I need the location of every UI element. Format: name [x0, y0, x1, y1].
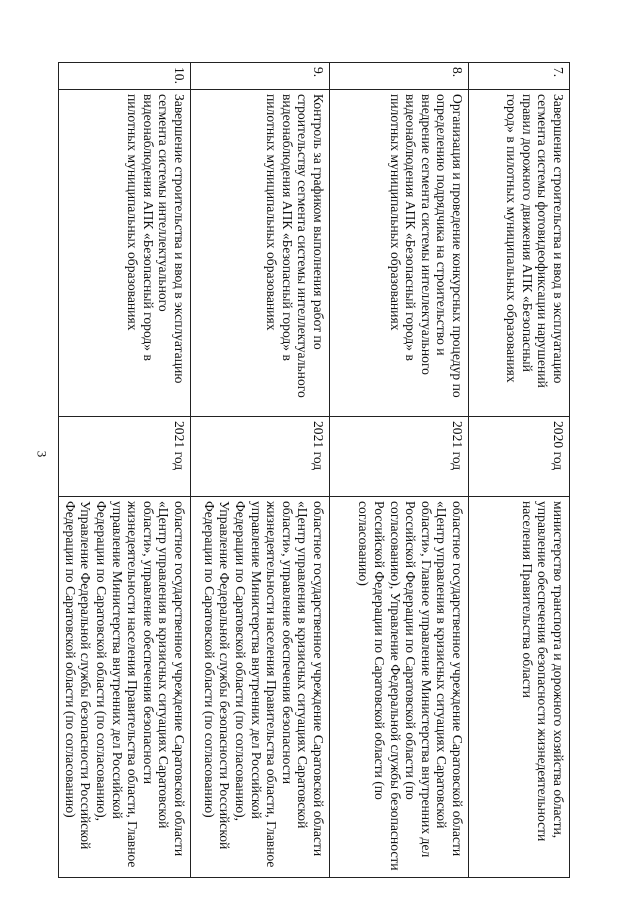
action-cell: Контроль за графиком выполнения работ по строительству сегмента системы интеллектуального видеонаблюдения АПК «Безопасный город» в пилотных муниципальных образованиях [191, 90, 330, 417]
term-cell: 2021 год [191, 417, 330, 497]
table-row [59, 63, 191, 878]
row-number: 10. [59, 63, 191, 90]
responsible-cell: областное государственное учреждение Саратовской области «Центр управления в кризисных ситуациях Саратовской области», управление обеспечения безопасности жизнедеятельности населения Правительства области, Главное управление Министерства внутренних дел Российской Федерации по Саратовской области (по согласованию), Управление Федеральной службы безопасности Российской Федерации по Саратовской области (по согласованию) [191, 497, 330, 878]
term-cell: 2021 год [59, 417, 191, 497]
action-cell: Организация и проведение конкурсных процедур по определению подрядчика на строительство и внедрение сегмента системы интеллектуального видеонаблюдения АПК «Безопасный город» в пилотных муниципальных образованиях [330, 90, 469, 417]
table-row [469, 63, 570, 878]
table-row [191, 63, 330, 878]
responsible-cell: министерство транспорта и дорожного хозяйства области, управление обеспечения безопасности жизнедеятельности населения Правительства области [469, 497, 570, 878]
action-cell: Завершение строительства и ввод в эксплуатацию сегмента системы фотовидеофиксации нарушений правил дорожного движения АПК «Безопасный город» в пилотных муниципальных образованиях [469, 90, 570, 417]
term-cell: 2021 год [330, 417, 469, 497]
term-cell: 2020 год [469, 417, 570, 497]
responsible-cell: областное государственное учреждение Саратовской области «Центр управления в кризисных ситуациях Саратовской области», управление обеспечения безопасности жизнедеятельности населения Правительства области, Главное управление Министерства внутренних дел Российской Федерации по Саратовской области (по согласованию), Управление Федеральной службы безопасности Российской Федерации по Саратовской области (по согласованию) [59, 497, 191, 878]
row-number: 9. [191, 63, 330, 90]
action-cell: Завершение строительства и ввод в эксплуатацию сегмента системы интеллектуального видеонаблюдения АПК «Безопасный город» в пилотных муниципальных образованиях [59, 90, 191, 417]
responsible-cell: областное государственное учреждение Саратовской области «Центр управления в кризисных ситуациях Саратовской области», Главное управление Министерства внутренних дел Российской Федерации по Саратовской области (по согласованию), Управление Федеральной службы безопасности Российской Федерации по Саратовской области (по согласованию) [330, 497, 469, 878]
page-number: 3 [34, 450, 50, 458]
measures-table [58, 62, 570, 878]
row-number: 7. [469, 63, 570, 90]
row-number: 8. [330, 63, 469, 90]
table-row [330, 63, 469, 878]
rotated-page-content [62, 62, 570, 877]
